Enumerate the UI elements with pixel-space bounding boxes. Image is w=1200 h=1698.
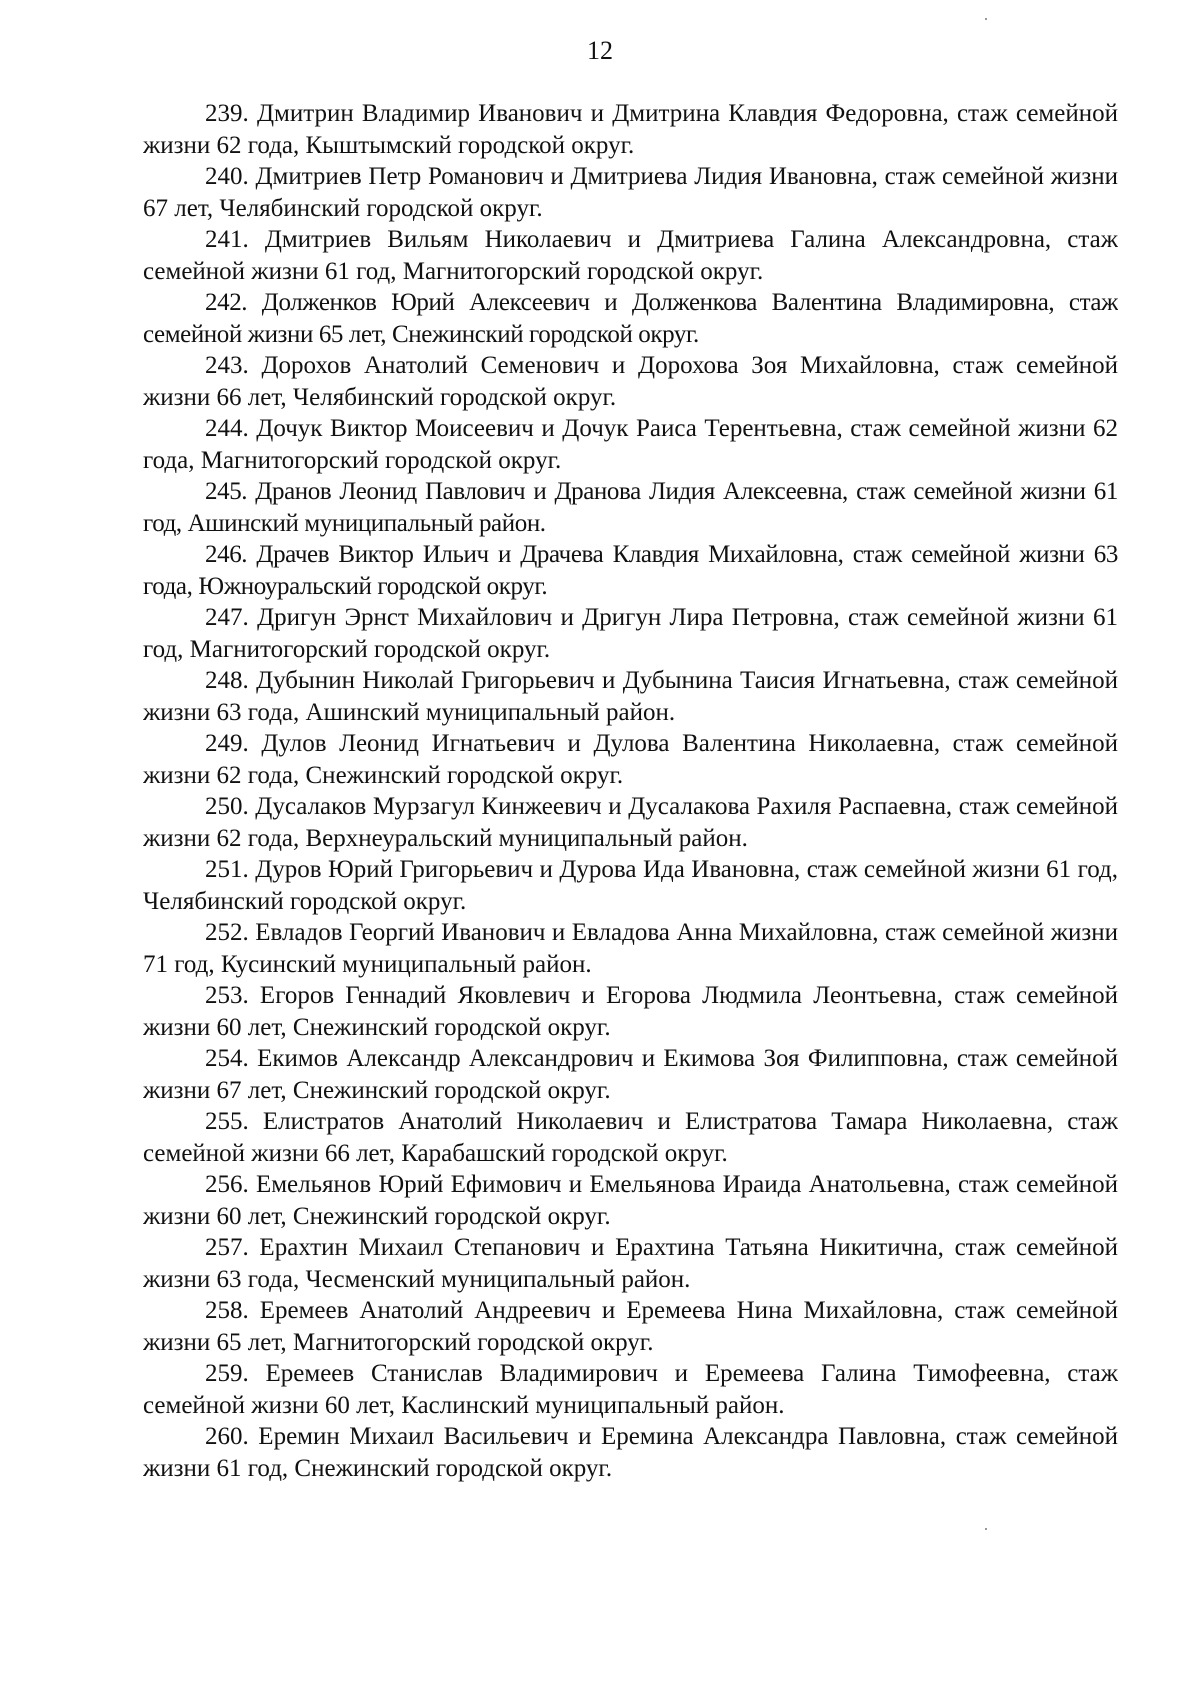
list-item: 246. Драчев Виктор Ильич и Драчева Клавдия Михайловна, стаж семейной жизни 63 года, Южноуральский городской округ.: [143, 541, 1118, 600]
list-item: 243. Дорохов Анатолий Семенович и Дорохова Зоя Михайловна, стаж семейной жизни 66 лет, Челябинский городской округ.: [143, 352, 1118, 411]
list-item: 248. Дубынин Николай Григорьевич и Дубынина Таисия Игнатьевна, стаж семейной жизни 63 года, Ашинский муниципальный район.: [143, 667, 1118, 726]
list-item: 260. Еремин Михаил Васильевич и Еремина Александра Павловна, стаж семейной жизни 61 год, Снежинский городской округ.: [143, 1423, 1118, 1482]
list-item: 250. Дусалаков Мурзагул Кинжеевич и Дусалакова Рахиля Распаевна, стаж семейной жизни 62 года, Верхнеуральский муниципальный район.: [143, 793, 1118, 852]
list-item: 247. Дригун Эрнст Михайлович и Дригун Лира Петровна, стаж семейной жизни 61 год, Магнитогорский городской округ.: [143, 604, 1118, 663]
scan-speck: [985, 1528, 987, 1530]
list-item: 257. Ерахтин Михаил Степанович и Ерахтина Татьяна Никитична, стаж семейной жизни 63 года, Чесменский муниципальный район.: [143, 1234, 1118, 1293]
list-item: 258. Еремеев Анатолий Андреевич и Еремеева Нина Михайловна, стаж семейной жизни 65 лет, Магнитогорский городской округ.: [143, 1297, 1118, 1356]
scan-speck: [985, 18, 987, 20]
list-item: 245. Дранов Леонид Павлович и Дранова Лидия Алексеевна, стаж семейной жизни 61 год, Ашинский муниципальный район.: [143, 478, 1118, 537]
list-item: 256. Емельянов Юрий Ефимович и Емельянова Ираида Анатольевна, стаж семейной жизни 60 лет, Снежинский городской округ.: [143, 1171, 1118, 1230]
award-list: [143, 98, 1118, 1484]
list-item: 244. Дочук Виктор Моисеевич и Дочук Раиса Терентьевна, стаж семейной жизни 62 года, Магнитогорский городской округ.: [143, 415, 1118, 474]
list-item: 241. Дмитриев Вильям Николаевич и Дмитриева Галина Александровна, стаж семейной жизни 61 год, Магнитогорский городской округ.: [143, 226, 1118, 285]
list-item: 249. Дулов Леонид Игнатьевич и Дулова Валентина Николаевна, стаж семейной жизни 62 года, Снежинский городской округ.: [143, 730, 1118, 789]
list-item: 255. Елистратов Анатолий Николаевич и Елистратова Тамара Николаевна, стаж семейной жизни 66 лет, Карабашский городской округ.: [143, 1108, 1118, 1167]
list-item: 253. Егоров Геннадий Яковлевич и Егорова Людмила Леонтьевна, стаж семейной жизни 60 лет, Снежинский городской округ.: [143, 982, 1118, 1041]
page-number: 12: [587, 36, 613, 65]
list-item: 251. Дуров Юрий Григорьевич и Дурова Ида Ивановна, стаж семейной жизни 61 год, Челябинский городской округ.: [143, 856, 1118, 915]
list-item: 239. Дмитрин Владимир Иванович и Дмитрина Клавдия Федоровна, стаж семейной жизни 62 года, Кыштымский городской округ.: [143, 100, 1118, 159]
list-item: 242. Долженков Юрий Алексеевич и Долженкова Валентина Владимировна, стаж семейной жизни 65 лет, Снежинский городской округ.: [143, 289, 1118, 348]
list-item: 240. Дмитриев Петр Романович и Дмитриева Лидия Ивановна, стаж семейной жизни 67 лет, Челябинский городской округ.: [143, 163, 1118, 222]
list-item: 252. Евладов Георгий Иванович и Евладова Анна Михайловна, стаж семейной жизни 71 год, Кусинский муниципальный район.: [143, 919, 1118, 978]
list-item: 254. Екимов Александр Александрович и Екимова Зоя Филипповна, стаж семейной жизни 67 лет, Снежинский городской округ.: [143, 1045, 1118, 1104]
list-item: 259. Еремеев Станислав Владимирович и Еремеева Галина Тимофеевна, стаж семейной жизни 60 лет, Каслинский муниципальный район.: [143, 1360, 1118, 1419]
